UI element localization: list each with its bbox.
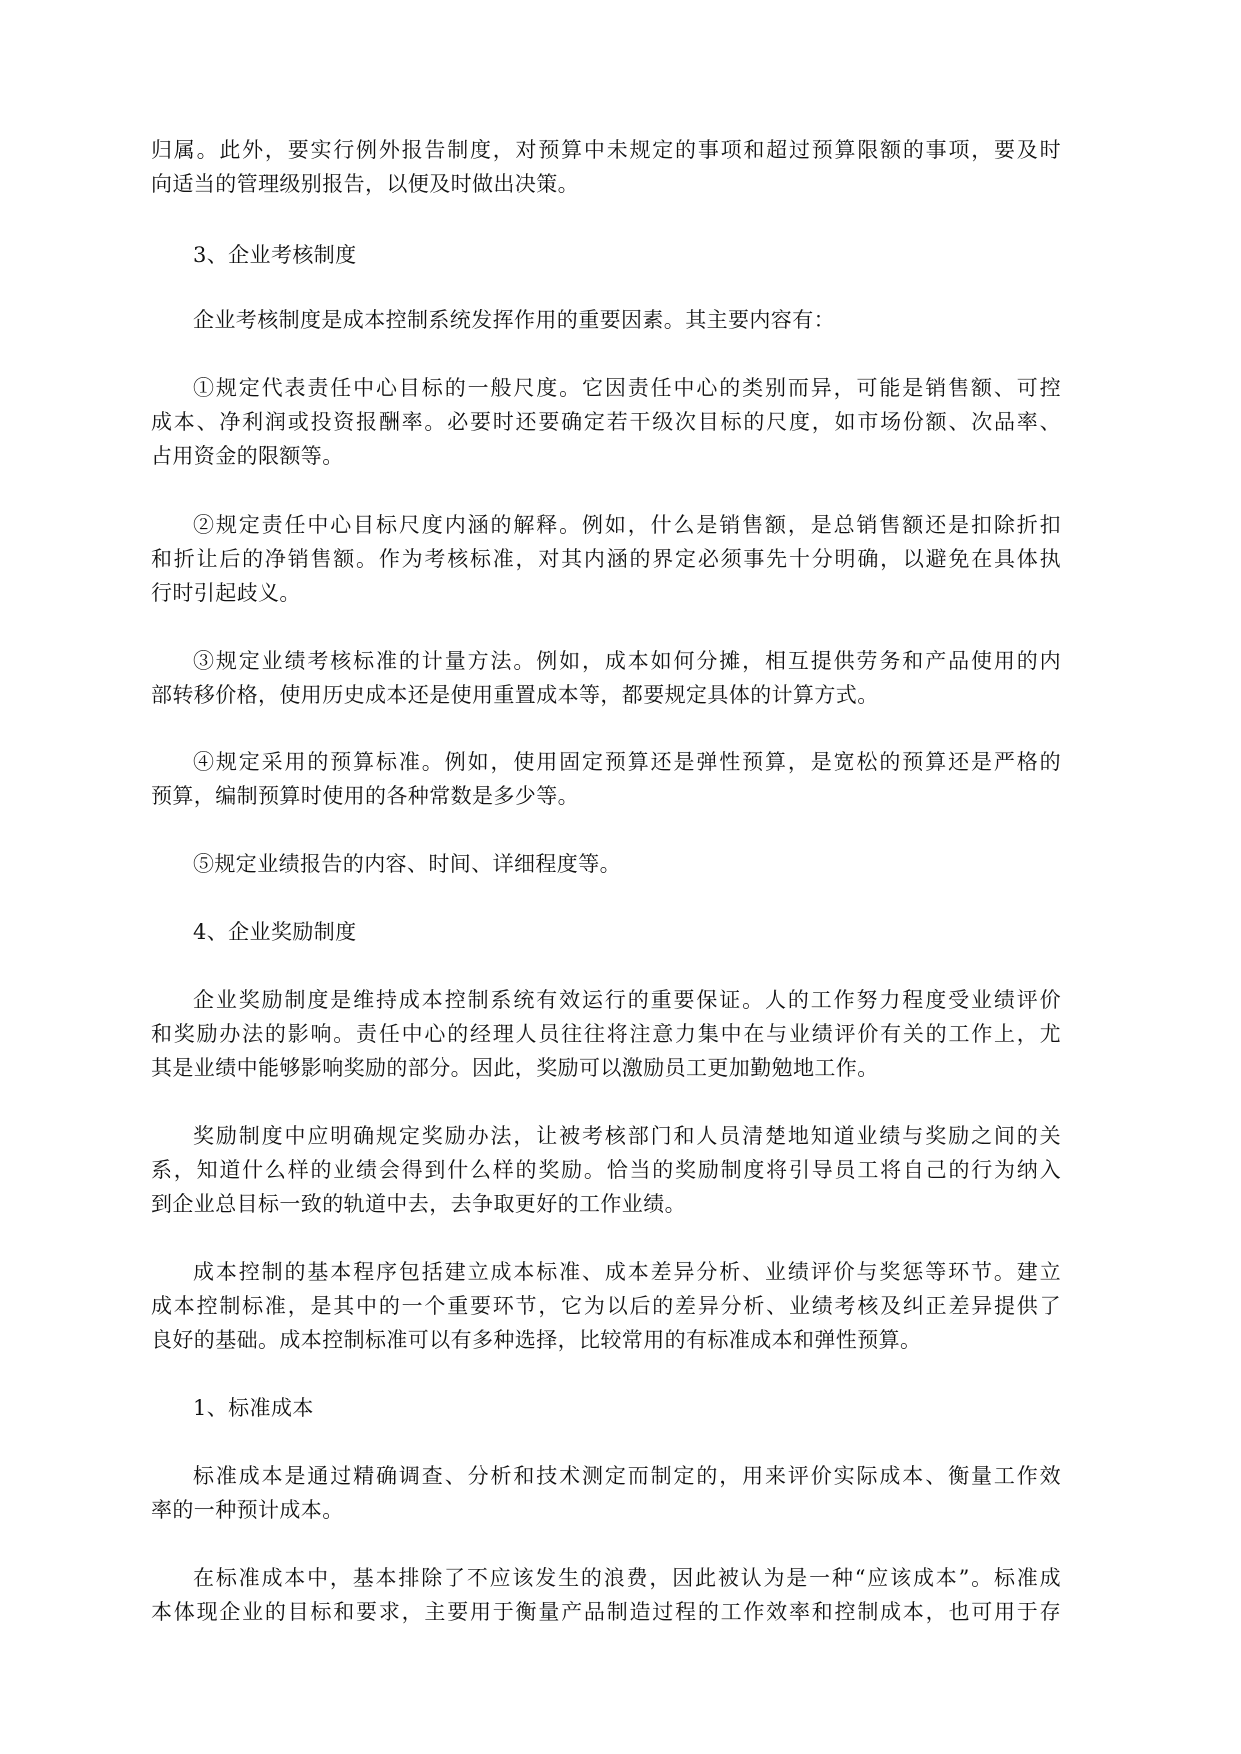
- list-item-line: 占用资金的限额等。: [151, 444, 344, 468]
- list-item-line: ④规定采用的预算标准。例如，使用固定预算还是弹性预算，是宽松的预算还是严格的: [193, 750, 1061, 774]
- section-heading: 3、企业考核制度: [193, 243, 357, 267]
- list-item-line: 部转移价格，使用历史成本还是使用重置成本等，都要规定具体的计算方式。: [151, 683, 879, 707]
- list-item-line: ②规定责任中心目标尺度内涵的解释。例如，什么是销售额，是总销售额还是扣除折扣: [193, 513, 1061, 537]
- paragraph-line: 企业奖励制度是维持成本控制系统有效运行的重要保证。人的工作努力程度受业绩评价: [193, 988, 1061, 1012]
- section-heading: 1、标准成本: [193, 1396, 314, 1420]
- paragraph-line: 在标准成本中，基本排除了不应该发生的浪费，因此被认为是一种“应该成本”。标准成: [193, 1566, 1061, 1590]
- paragraph-line: 成本控制标准，是其中的一个重要环节，它为以后的差异分析、业绩考核及纠正差异提供了: [151, 1294, 1061, 1318]
- list-item-line: ①规定代表责任中心目标的一般尺度。它因责任中心的类别而异，可能是销售额、可控: [193, 376, 1061, 400]
- list-item-line: ⑤规定业绩报告的内容、时间、详细程度等。: [193, 852, 621, 876]
- paragraph-line: 良好的基础。成本控制标准可以有多种选择，比较常用的有标准成本和弹性预算。: [151, 1328, 922, 1352]
- list-item-line: 预算，编制预算时使用的各种常数是多少等。: [151, 784, 579, 808]
- list-item-line: 成本、净利润或投资报酬率。必要时还要确定若干级次目标的尺度，如市场份额、次品率、: [151, 410, 1061, 434]
- paragraph-line: 系，知道什么样的业绩会得到什么样的奖励。恰当的奖励制度将引导员工将自己的行为纳入: [151, 1158, 1061, 1182]
- paragraph-line: 和奖励办法的影响。责任中心的经理人员往往将注意力集中在与业绩评价有关的工作上，尤: [151, 1022, 1061, 1046]
- list-item-line: ③规定业绩考核标准的计量方法。例如，成本如何分摊，相互提供劳务和产品使用的内: [193, 649, 1061, 673]
- paragraph-line: 其是业绩中能够影响奖励的部分。因此，奖励可以激励员工更加勤勉地工作。: [151, 1056, 879, 1080]
- paragraph-line: 率的一种预计成本。: [151, 1498, 344, 1522]
- list-item-line: 和折让后的净销售额。作为考核标准，对其内涵的界定必须事先十分明确，以避免在具体执: [151, 547, 1061, 571]
- section-heading: 4、企业奖励制度: [193, 920, 357, 944]
- text-line: 归属。此外，要实行例外报告制度，对预算中未规定的事项和超过预算限额的事项，要及时: [151, 138, 1061, 162]
- paragraph-line: 本体现企业的目标和要求，主要用于衡量产品制造过程的工作效率和控制成本，也可用于存: [151, 1600, 1061, 1624]
- paragraph-line: 奖励制度中应明确规定奖励办法，让被考核部门和人员清楚地知道业绩与奖励之间的关: [193, 1124, 1061, 1148]
- paragraph-line: 标准成本是通过精确调查、分析和技术测定而制定的，用来评价实际成本、衡量工作效: [193, 1464, 1061, 1488]
- paragraph-line: 成本控制的基本程序包括建立成本标准、成本差异分析、业绩评价与奖惩等环节。建立: [193, 1260, 1061, 1284]
- paragraph-line: 企业考核制度是成本控制系统发挥作用的重要因素。其主要内容有：: [193, 308, 835, 332]
- paragraph-line: 到企业总目标一致的轨道中去，去争取更好的工作业绩。: [151, 1192, 686, 1216]
- list-item-line: 行时引起歧义。: [151, 581, 301, 605]
- text-line: 向适当的管理级别报告，以便及时做出决策。: [151, 172, 579, 196]
